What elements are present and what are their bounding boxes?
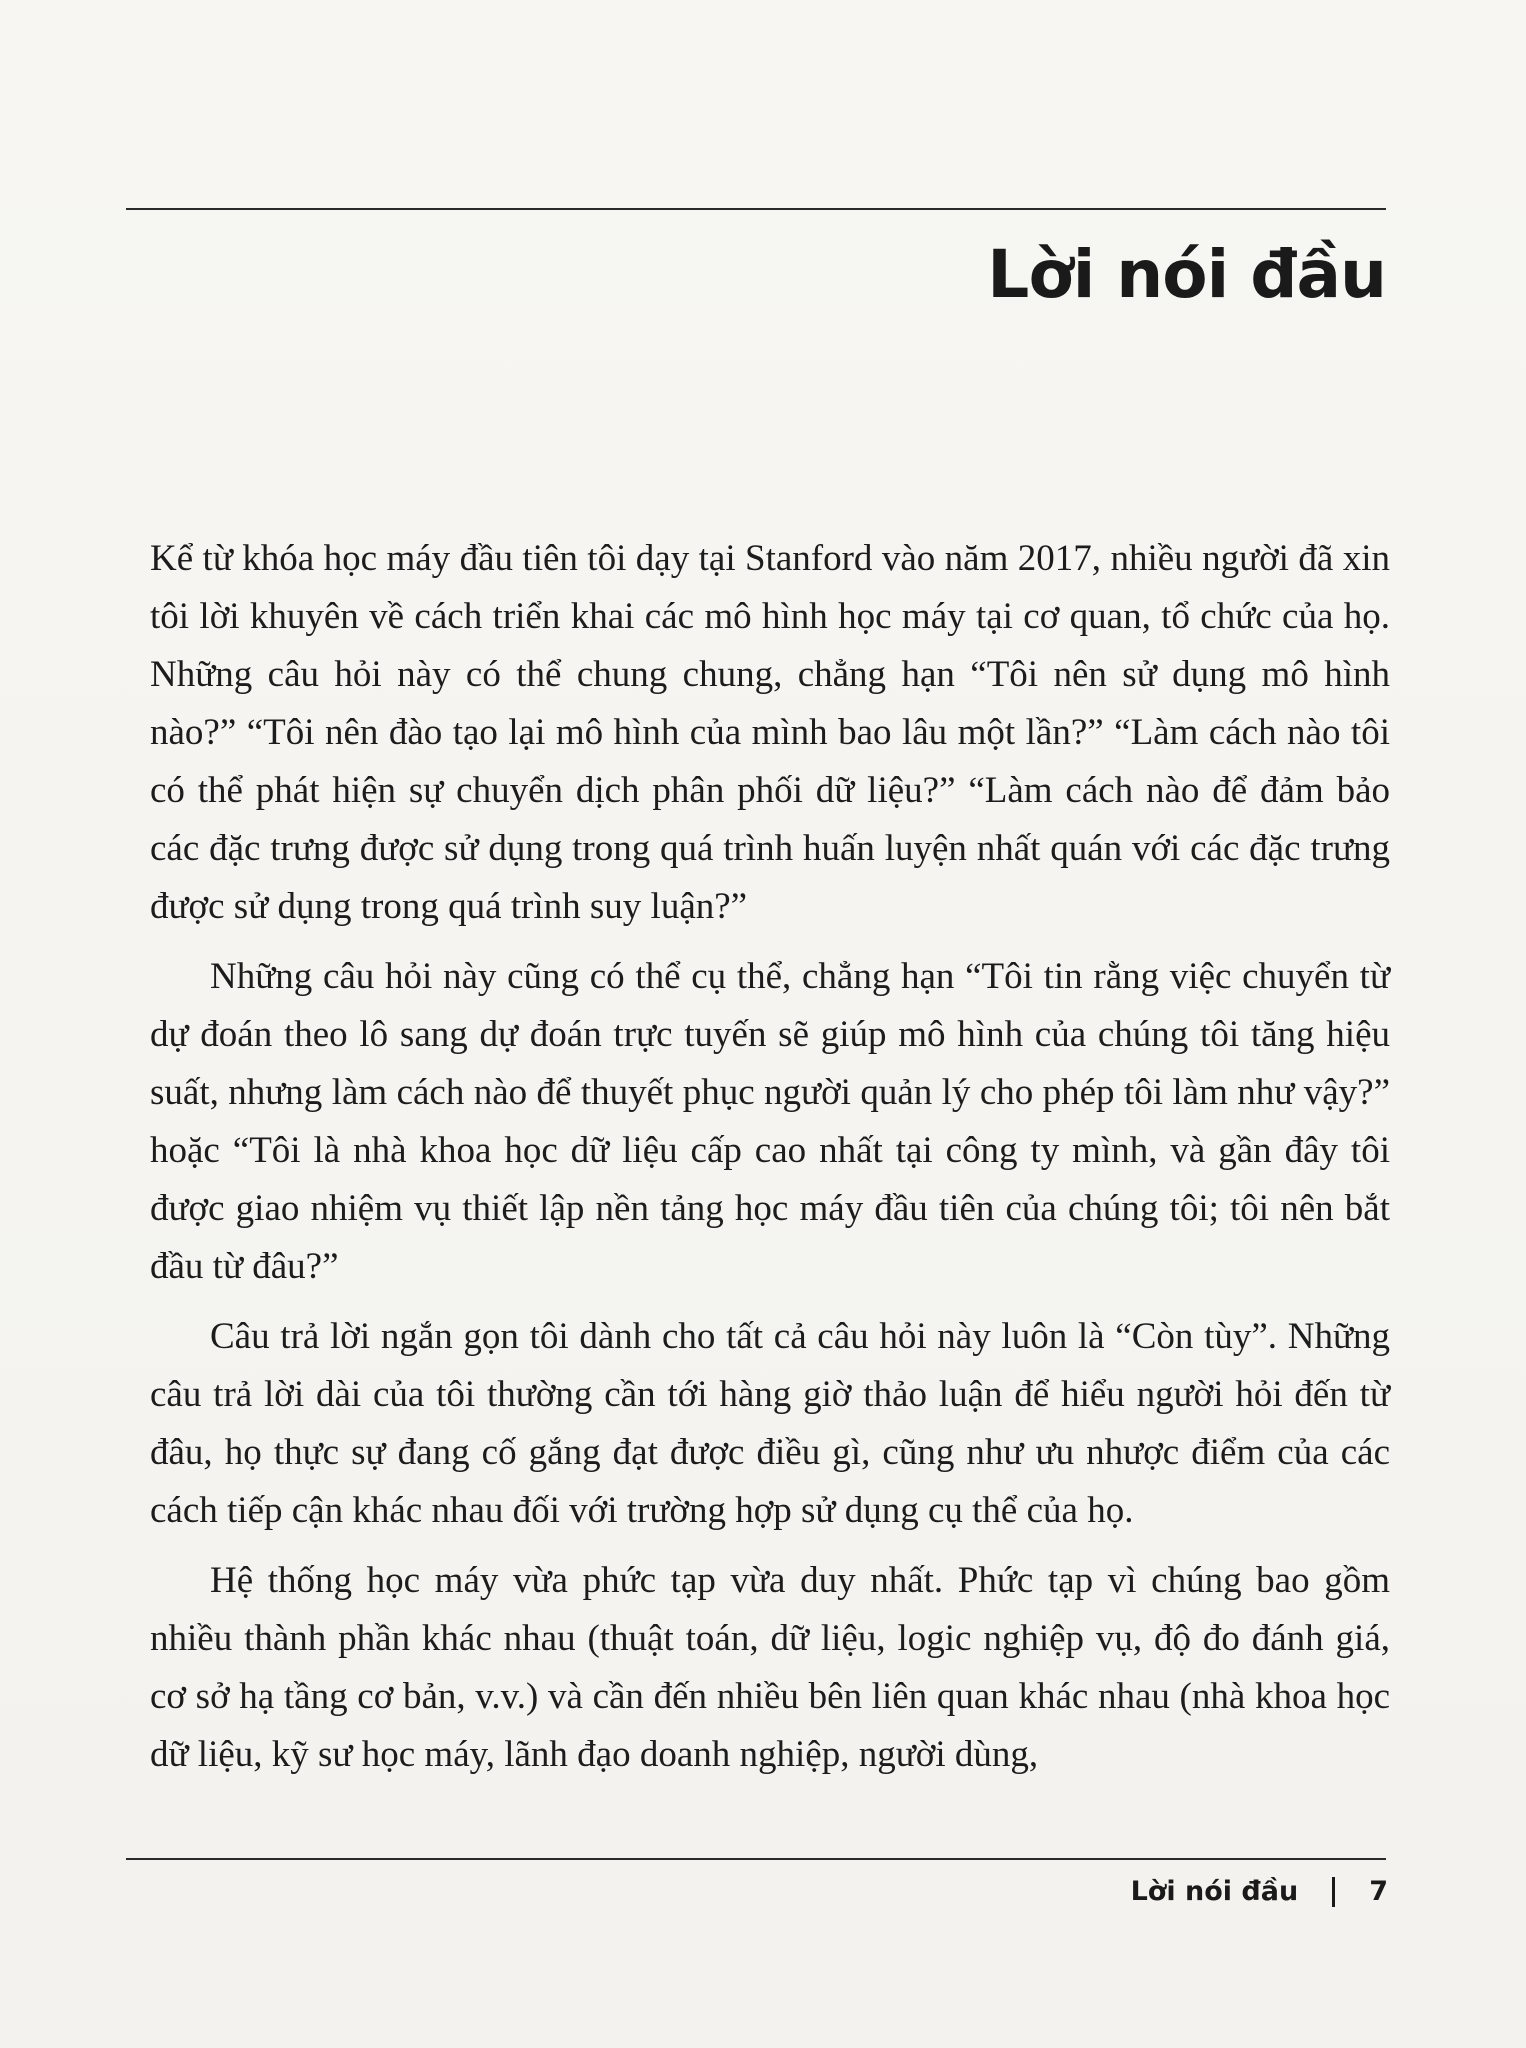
footer-separator [1332, 1877, 1335, 1907]
page-footer [1131, 1876, 1388, 1907]
bottom-rule [126, 1858, 1386, 1860]
paragraph: Những câu hỏi này cũng có thể cụ thể, chẳng hạn “Tôi tin rằng việc chuyển từ dự đoán theo lô sang dự đoán trực tuyến sẽ giúp mô hình của chúng tôi tăng hiệu suất, nhưng làm cách nào để thuyết phục người quản lý cho phép tôi làm như vậy?” hoặc “Tôi là nhà khoa học dữ liệu cấp cao nhất tại công ty mình, và gần đây tôi được giao nhiệm vụ thiết lập nền tảng học máy đầu tiên của chúng tôi; tôi nên bắt đầu từ đâu?” [150, 956, 1390, 1287]
chapter-title: Lời nói đầu [987, 236, 1386, 313]
paragraph: Câu trả lời ngắn gọn tôi dành cho tất cả câu hỏi này luôn là “Còn tùy”. Những câu trả lời dài của tôi thường cần tới hàng giờ thảo luận để hiểu người hỏi đến từ đâu, họ thực sự đang cố gắng đạt được điều gì, cũng như ưu nhược điểm của các cách tiếp cận khác nhau đối với trường hợp sử dụng cụ thể của họ. [150, 1316, 1390, 1531]
page-number: 7 [1369, 1876, 1388, 1907]
paragraph: Kể từ khóa học máy đầu tiên tôi dạy tại Stanford vào năm 2017, nhiều người đã xin tôi lời khuyên về cách triển khai các mô hình học máy tại cơ quan, tổ chức của họ. Những câu hỏi này có thể chung chung, chẳng hạn “Tôi nên sử dụng mô hình nào?” “Tôi nên đào tạo lại mô hình của mình bao lâu một lần?” “Làm cách nào tôi có thể phát hiện sự chuyển dịch phân phối dữ liệu?” “Làm cách nào để đảm bảo các đặc trưng được sử dụng trong quá trình huấn luyện nhất quán với các đặc trưng được sử dụng trong quá trình suy luận?” [150, 538, 1390, 927]
top-rule [126, 208, 1386, 210]
running-title: Lời nói đầu [1130, 1876, 1299, 1907]
paragraph: Hệ thống học máy vừa phức tạp vừa duy nhất. Phức tạp vì chúng bao gồm nhiều thành phần khác nhau (thuật toán, dữ liệu, logic nghiệp vụ, độ đo đánh giá, cơ sở hạ tầng cơ bản, v.v.) và cần đến nhiều bên liên quan khác nhau (nhà khoa học dữ liệu, kỹ sư học máy, lãnh đạo doanh nghiệp, người dùng, [150, 1560, 1390, 1775]
body-text [150, 530, 1390, 1796]
